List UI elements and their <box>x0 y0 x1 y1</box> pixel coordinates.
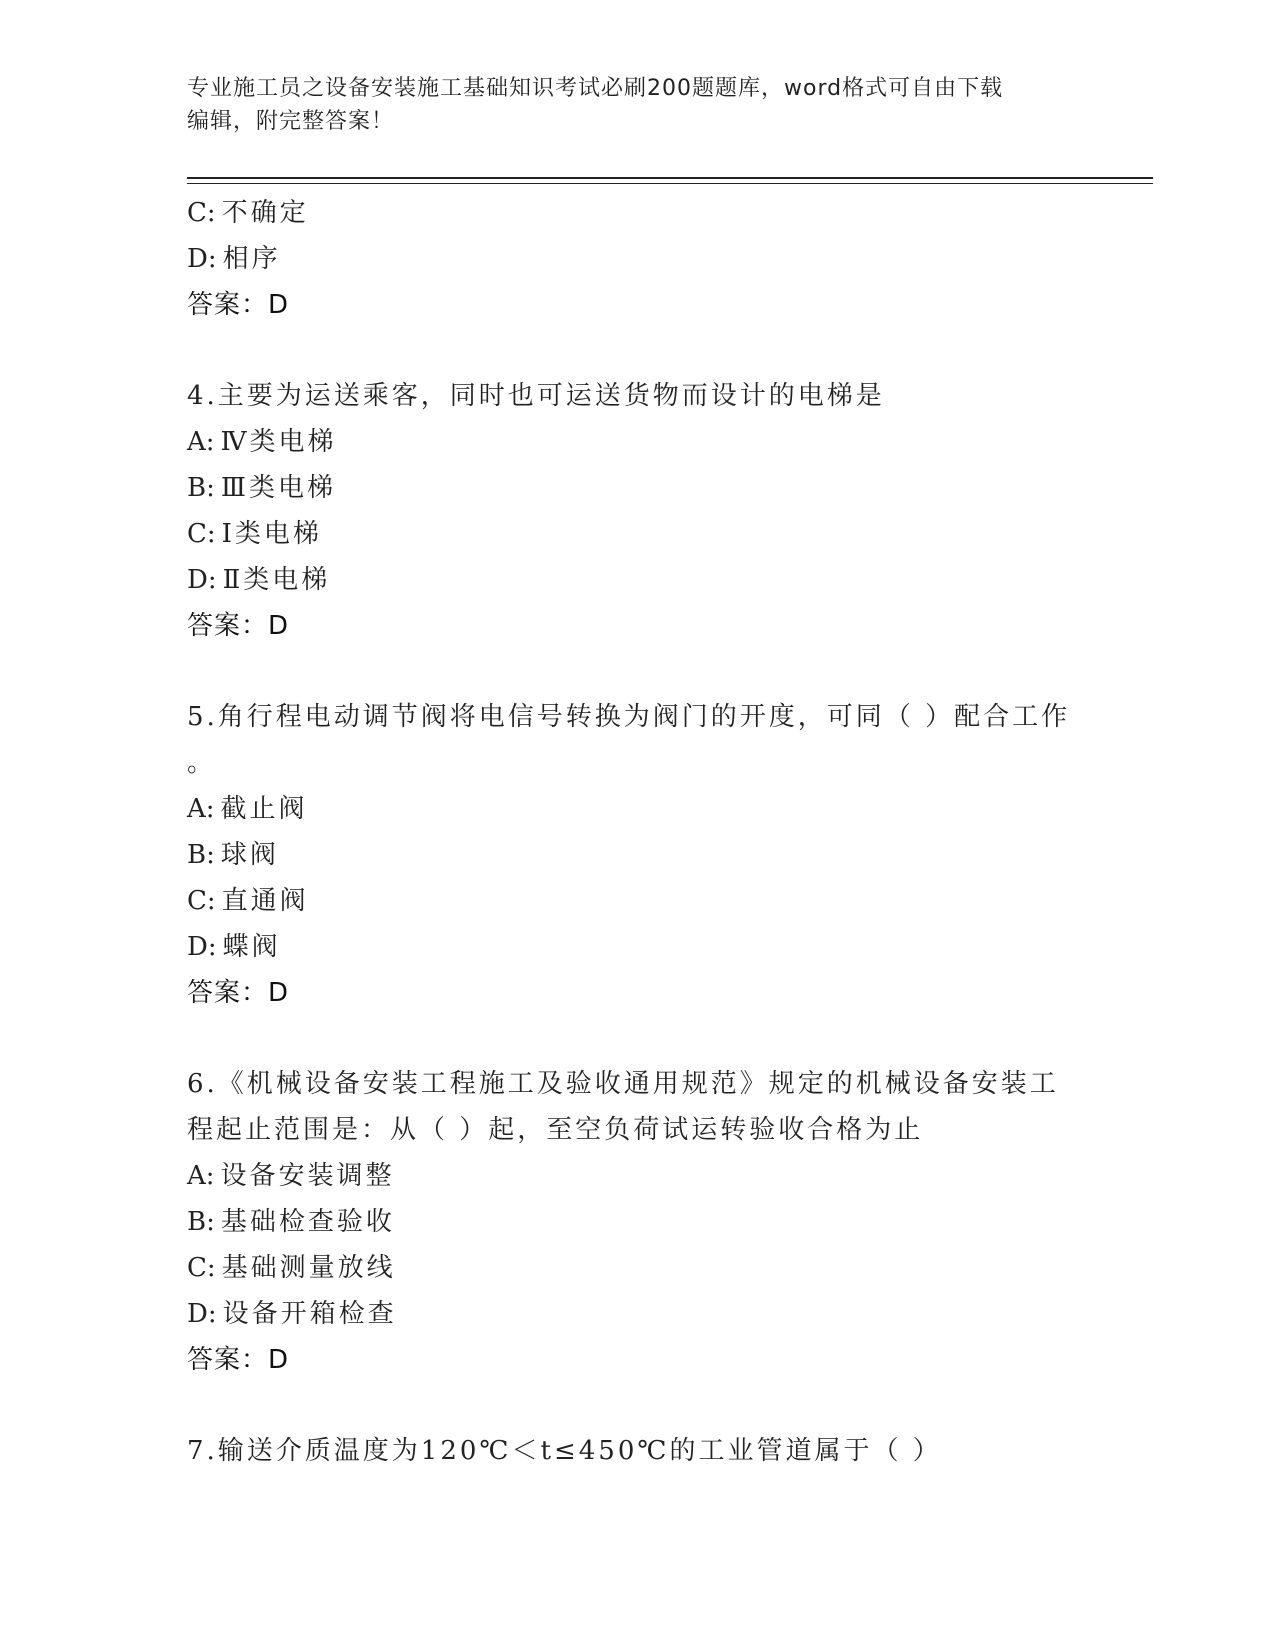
question-block-prev <box>187 190 1087 328</box>
answer-line: 答案：D <box>187 1345 290 1375</box>
answer-line: 答案：D <box>187 611 290 641</box>
question-block-4 <box>187 373 1087 649</box>
option-d: D: 设备开箱检查 <box>187 1299 397 1329</box>
question-block-5 <box>187 694 1087 1016</box>
document-header <box>187 72 1067 138</box>
option-d: D: 相序 <box>187 244 281 274</box>
question-stem: 6.《机械设备安装工程施工及验收通用规范》规定的机械设备安装工 <box>187 1069 1059 1099</box>
question-list <box>187 190 1087 1474</box>
option-a: A: Ⅳ类电梯 <box>187 427 337 457</box>
option-d: D: Ⅱ类电梯 <box>187 565 331 595</box>
option-c: C: 直通阀 <box>187 886 309 916</box>
header-divider-thin <box>187 183 1153 184</box>
header-divider-thick <box>187 177 1153 179</box>
header-title-line-2: 编辑，附完整答案！ <box>187 109 395 134</box>
question-block-6 <box>187 1061 1087 1383</box>
option-d: D: 蝶阀 <box>187 932 281 962</box>
question-stem-continuation: 。 <box>187 748 217 778</box>
option-a: A: 设备安装调整 <box>187 1161 395 1191</box>
option-b: B: 基础检查验收 <box>187 1207 395 1237</box>
option-a: A: 截止阀 <box>187 794 308 824</box>
option-c: C: 基础测量放线 <box>187 1253 396 1283</box>
question-stem: 5.角行程电动调节阀将电信号转换为阀门的开度，可同（ ）配合工作 <box>187 702 1071 732</box>
option-b: B: 球阀 <box>187 840 279 870</box>
answer-line: 答案：D <box>187 290 290 320</box>
header-title-line-1: 专业施工员之设备安装施工基础知识考试必刷200题题库，word格式可自由下载 <box>187 76 1004 101</box>
option-c: C: 不确定 <box>187 198 309 228</box>
question-stem: 7.输送介质温度为120℃＜t≤450℃的工业管道属于（ ） <box>187 1436 942 1466</box>
question-stem-continuation: 程起止范围是：从（ ）起，至空负荷试运转验收合格为止 <box>187 1115 924 1145</box>
answer-line: 答案：D <box>187 978 290 1008</box>
option-c: C: Ⅰ类电梯 <box>187 519 322 549</box>
question-stem: 4.主要为运送乘客，同时也可运送货物而设计的电梯是 <box>187 381 885 411</box>
option-b: B: Ⅲ类电梯 <box>187 473 336 503</box>
question-block-7 <box>187 1428 1087 1474</box>
